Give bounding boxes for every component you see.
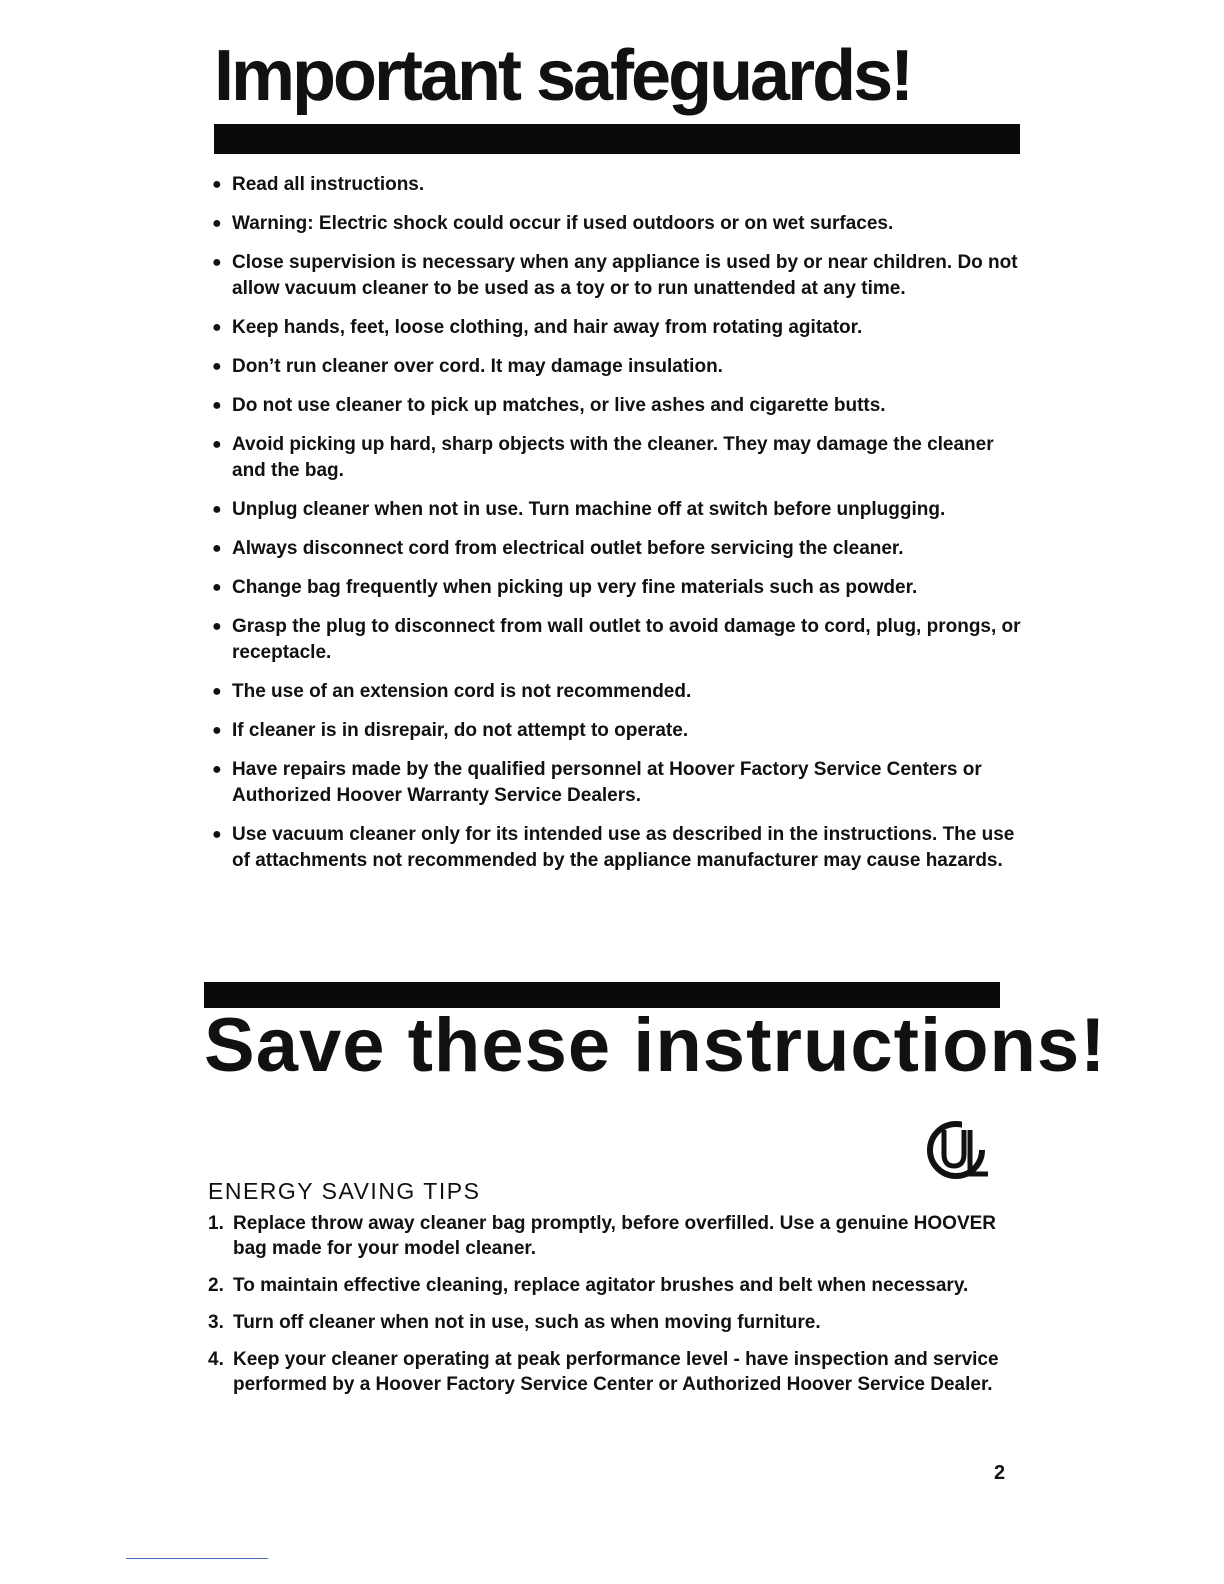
list-item: ● Unplug cleaner when not in use. Turn machine off at switch before unplugging. bbox=[212, 497, 1032, 523]
tip-text: Keep your cleaner operating at peak performance level - have inspection and service performed by a Hoover Factory Service Center or Authorized Hoover Service Dealer. bbox=[233, 1349, 999, 1395]
bullet-icon: ● bbox=[212, 722, 222, 739]
list-item: ● Change bag frequently when picking up very fine materials such as powder. bbox=[212, 575, 1032, 601]
save-instructions-title: Save these instructions! bbox=[204, 1003, 1107, 1088]
tip-number: 2. bbox=[208, 1275, 224, 1296]
bullet-icon: ● bbox=[212, 215, 222, 232]
list-item: ● Warning: Electric shock could occur if used outdoors or on wet surfaces. bbox=[212, 211, 1032, 237]
list-item: ● If cleaner is in disrepair, do not attempt to operate. bbox=[212, 718, 1032, 744]
bullet-icon: ● bbox=[212, 397, 222, 414]
bullet-icon: ● bbox=[212, 254, 222, 271]
footer-divider bbox=[126, 1558, 268, 1559]
list-item bbox=[208, 1273, 1028, 1298]
ul-listed-mark-icon bbox=[926, 1116, 994, 1188]
bullet-icon: ● bbox=[212, 540, 222, 557]
tip-text: Turn off cleaner when not in use, such as when moving furniture. bbox=[233, 1312, 821, 1333]
list-item: ● Use vacuum cleaner only for its intended use as described in the instructions. The use of attachments not recommended by the appliance manufacturer may cause hazards. bbox=[212, 824, 1015, 871]
list-item: ● Don’t run cleaner over cord. It may damage insulation. bbox=[212, 354, 1032, 380]
tip-text: To maintain effective cleaning, replace agitator brushes and belt when necessary. bbox=[233, 1275, 969, 1296]
tip-text: Replace throw away cleaner bag promptly, before overfilled. Use a genuine HOOVER bag made for your model cleaner. bbox=[233, 1213, 997, 1259]
list-item: ● Have repairs made by the qualified personnel at Hoover Factory Service Centers or Authorized Hoover Warranty Service Dealers. bbox=[212, 759, 982, 806]
title-rule bbox=[214, 124, 1020, 154]
list-item: ● The use of an extension cord is not recommended. bbox=[212, 679, 1032, 705]
bullet-icon: ● bbox=[212, 618, 222, 635]
tip-number: 1. bbox=[208, 1213, 224, 1234]
bullet-icon: ● bbox=[212, 761, 222, 778]
list-item: ● Avoid picking up hard, sharp objects with the cleaner. They may damage the cleaner and the bag. bbox=[212, 434, 994, 481]
tip-number: 4. bbox=[208, 1349, 224, 1370]
bullet-icon: ● bbox=[212, 436, 222, 453]
list-item bbox=[208, 1310, 1028, 1335]
bullet-icon: ● bbox=[212, 579, 222, 596]
bullet-icon: ● bbox=[212, 319, 222, 336]
tip-number: 3. bbox=[208, 1312, 224, 1333]
list-item bbox=[208, 1211, 1028, 1261]
safeguards-list bbox=[212, 172, 1032, 887]
energy-tips-heading: ENERGY SAVING TIPS bbox=[208, 1178, 481, 1204]
list-item: ● Do not use cleaner to pick up matches, or live ashes and cigarette butts. bbox=[212, 393, 1032, 419]
list-item: ● Grasp the plug to disconnect from wall outlet to avoid damage to cord, plug, prongs, or receptacle. bbox=[212, 616, 1021, 663]
list-item: ● Keep hands, feet, loose clothing, and hair away from rotating agitator. bbox=[212, 315, 1032, 341]
bullet-icon: ● bbox=[212, 683, 222, 700]
bullet-icon: ● bbox=[212, 501, 222, 518]
list-item: ● Always disconnect cord from electrical outlet before servicing the cleaner. bbox=[212, 536, 1032, 562]
bullet-icon: ● bbox=[212, 358, 222, 375]
page-number: 2 bbox=[994, 1462, 1006, 1484]
page-title: Important safeguards! bbox=[214, 36, 912, 116]
list-item bbox=[208, 1347, 1028, 1397]
list-item: ● Read all instructions. bbox=[212, 172, 1032, 198]
bullet-icon: ● bbox=[212, 826, 222, 843]
list-item: ● Close supervision is necessary when any appliance is used by or near children. Do not allow vacuum cleaner to be used as a toy or to run unattended at any time. bbox=[212, 252, 1018, 299]
energy-tips-list bbox=[208, 1211, 1028, 1409]
bullet-icon: ● bbox=[212, 176, 222, 193]
